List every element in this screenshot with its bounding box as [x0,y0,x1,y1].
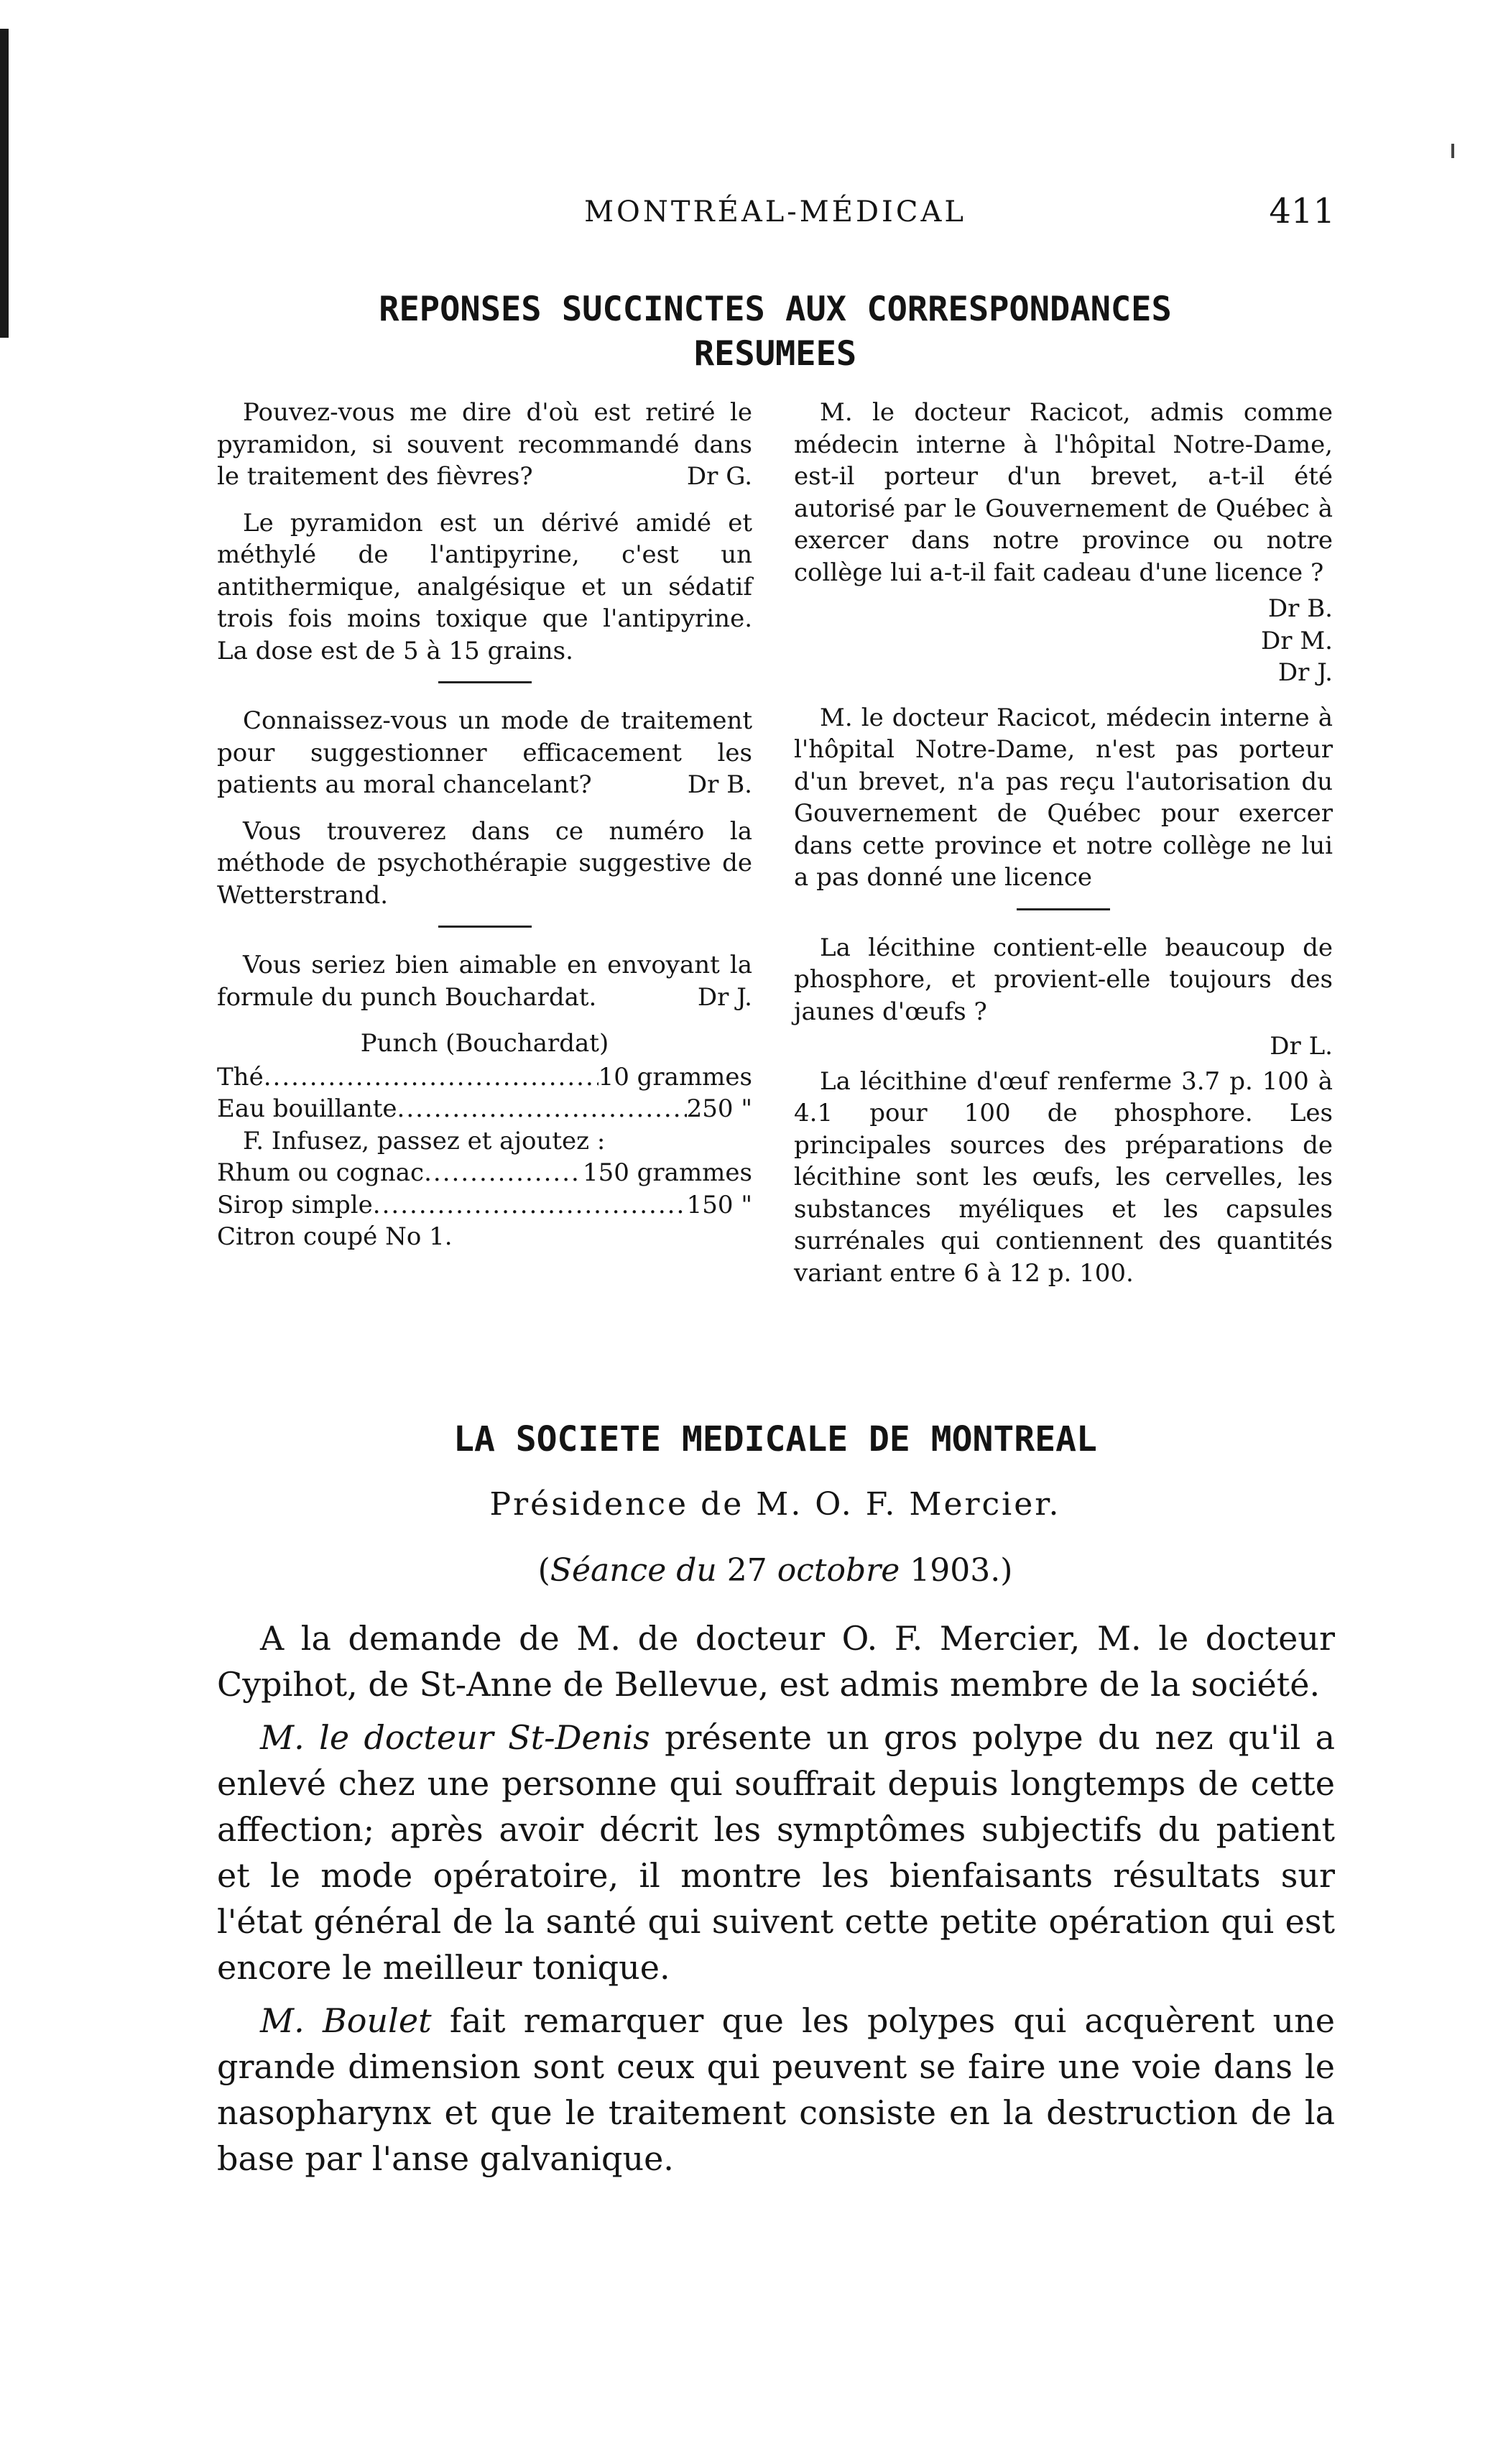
journal-title: MONTRÉAL-MÉDICAL [584,195,966,229]
recipe-instruction: F. Infusez, passez et ajoutez : [243,1126,606,1155]
paragraph-st-denis: M. le docteur St-Denis présente un gros polype du nez qu'il a enlevé chez une personne qui souffrait depuis longtemps de cette affection; après avoir décrit les symptômes subjectifs du patient et le mode opératoire, il montre les bienfaisants résultats sur l'état général de la santé qui suivent cette petite opération qui est encore le meilleur tonique. [217,1718,1335,1987]
separator-rule [1017,908,1110,910]
recipe-last-line: Citron coupé No 1. [217,1222,453,1251]
seance-date: (Séance du 27 octobre 1903.) [537,1552,1013,1589]
signatures-group [794,593,1333,689]
answer-suggestion: Vous trouverez dans ce numéro la méthode de psychothérapie suggestive de Wetterstrand. [217,816,752,910]
societe-body [217,1615,1335,2189]
section-title-line2: RESUMEES [693,334,857,374]
question-pyramidon: Pouvez-vous me dire d'où est retiré le pyramidon, si souvent recommandé dans le traitement des fièvres? Dr G. [217,397,752,493]
paragraph-boulet: M. Boulet fait remarquer que les polypes qui acquèrent une grande dimension sont ceux qui peuvent se faire une voie dans le nasopharynx et que le traitement consiste en la destruction de la base par l'anse galvanique. [217,2001,1336,2178]
paragraph-admission: A la demande de M. de docteur O. F. Mercier, M. le docteur Cypihot, de St-Anne de Bellevue, est admis membre de la société. [217,1619,1335,1704]
separator-rule [438,926,532,928]
recipe-title: Punch (Bouchardat) [360,1029,609,1058]
answer-racicot: M. le docteur Racicot, médecin interne à l'hôpital Notre-Dame, n'est pas porteur d'un brevet, n'a pas reçu l'autorisation du Gouvernement de Québec pour exercer dans cette province et notre collège ne lui a pas donné une licence [794,703,1333,892]
page-number: 411 [1269,191,1335,231]
answer-lecithine: La lécithine d'œuf renferme 3.7 p. 100 à 4.1 pour 100 de phosphore. Les principales sources des préparations de lécithine sont les œufs, les cervelles, les substances myéliques et les capsules surrénales qui contiennent des quantités variant entre 6 à 12 p. 100. [794,1066,1333,1288]
signature: Dr B. [687,770,752,799]
question-racicot: M. le docteur Racicot, admis comme médecin interne à l'hôpital Notre-Dame, est-il porteur d'un brevet, a-t-il été autorisé par le Gouvernement de Québec à exercer dans notre province ou notre collège lui a-t-il fait cadeau d'une licence ? [794,398,1333,587]
recipe-row: Thé ..... 10 grammes [217,1061,752,1094]
question-punch: Vous seriez bien aimable en envoyant la formule du punch Bouchardat. Dr J. [217,949,752,1013]
separator-rule [438,681,532,683]
signature: Dr B. [1267,594,1333,623]
punch-recipe [217,1028,752,1253]
running-head [216,191,1335,239]
presidence-line: Présidence de M. O. F. Mercier. [489,1486,1061,1523]
recipe-row: Rhum ou cognac ..... 150 grammes [217,1157,752,1189]
recipe-row: Sirop simple ..... 150 " [217,1189,752,1222]
question-suggestion: Connaissez-vous un mode de traitement pour suggestionner efficacement les patients au moral chancelant? Dr B. [217,705,752,801]
recipe-row: Eau bouillante ..... 250 " [217,1093,752,1125]
signature: Dr L. [1270,1032,1333,1061]
signature: Dr M. [1261,626,1333,655]
right-column [794,397,1333,1303]
signature: Dr J. [1277,658,1333,687]
signature: Dr J. [697,982,752,1012]
left-column [217,397,752,1253]
societe-title: LA SOCIETE MEDICALE DE MONTREAL [453,1419,1097,1459]
question-lecithine: La lécithine contient-elle beaucoup de phosphore, et provient-elle toujours des jaunes d'œufs ? [794,933,1333,1026]
signature: Dr G. [686,462,752,491]
section-title-line1: REPONSES SUCCINCTES AUX CORRESPONDANCES [379,290,1172,329]
answer-pyramidon: Le pyramidon est un dérivé amidé et méthylé de l'antipyrine, c'est un antithermique, analgésique et un sédatif trois fois moins toxique que l'antipyrine. La dose est de 5 à 15 grains. [217,508,752,665]
